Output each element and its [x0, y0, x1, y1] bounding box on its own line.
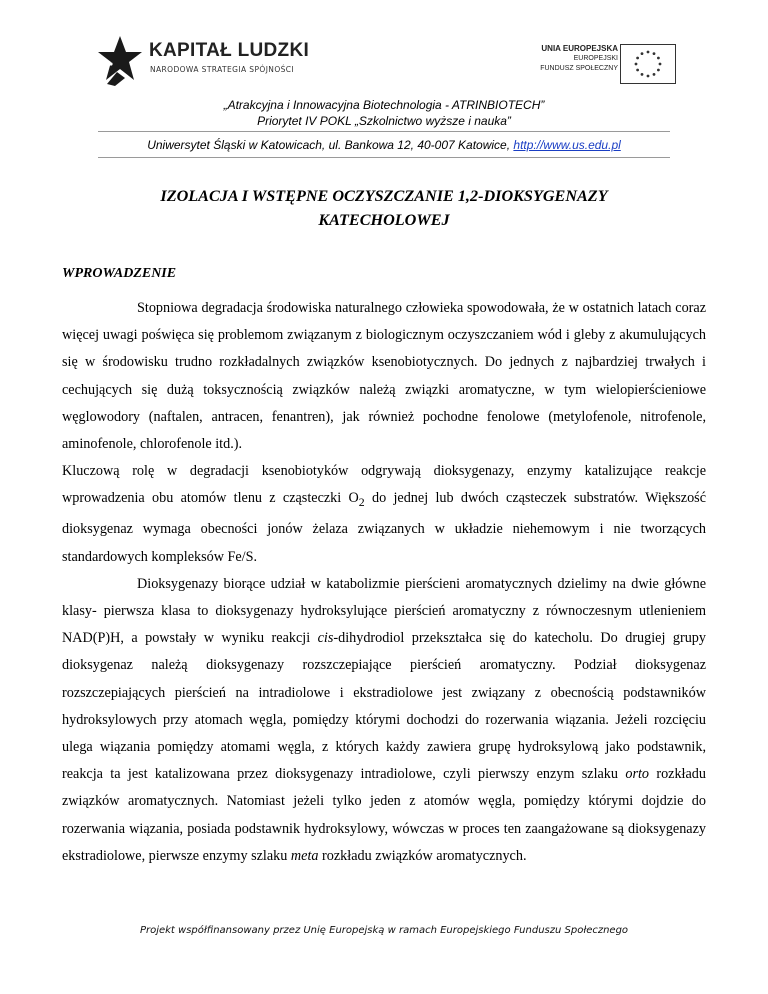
university-text: Uniwersytet Śląski w Katowicach, ul. Bankowa 12, 40-007 Katowice, [147, 138, 511, 152]
kapital-ludzki-logo [97, 34, 337, 86]
paragraph-2 [62, 458, 706, 571]
eu-flag-icon [620, 44, 676, 84]
header-logos [0, 0, 768, 96]
paragraph-3-text-b: -dihydrodiol przekształca się do katecholu. Do drugiej grupy dioksygenaz należą dioksygenazy rozszczepiające pierścień aromatyczny. Podział dioksygenaz rozszczepiających pierścień na intradiolowe i ekstradiolowe jest związany z obecnością podstawników hydroksylowych przy atomach węgla, pomiędzy którymi dochodzi do rozerwania wiązania. Jeżeli rozcięciu ulega wiązania pomiędzy atomami węgla, z których każdy zawiera grupę hydroksylową jako podstawnik, reakcja ta jest katalizowana przez dioksygenazy intradiolowe, czyli pierwszy enzym szlaku [62, 630, 706, 783]
oxygen-subscript: 2 [358, 495, 365, 510]
paragraph-3 [62, 571, 706, 870]
header-divider-top [98, 131, 670, 132]
paragraph-3-cis: cis [317, 630, 334, 647]
eu-logo-line3: FUNDUSZ SPOŁECZNY [540, 65, 618, 72]
eu-logo-line1: UNIA EUROPEJSKA [541, 44, 618, 53]
eu-logo [516, 44, 676, 86]
paragraph-3-text-c: rozkładu związków aromatycznych. Natomiast jeżeli tylko jeden z atomów węgla, pomiędzy którymi dojdzie do rozerwania wiązania, posiada podstawnik hydroksylowy, wówczas w proces ten zaangażowane są dioksygenazy ekstradiolowe, pierwsze enzymy szlaku [62, 766, 706, 864]
university-link[interactable]: http://www.us.edu.pl [513, 138, 621, 152]
paragraph-2-text-b: do jednej lub dwóch cząsteczek substratów. Większość dioksygenaz wymaga obecności jonów żelaza związanych w układzie niehemowym i nie tworzących standardowych kompleksów Fe/S. [62, 490, 706, 565]
kapital-ludzki-title: KAPITAŁ LUDZKI [149, 40, 310, 61]
document-body [62, 295, 706, 870]
paragraph-1: Stopniowa degradacja środowiska naturalnego człowieka spowodowała, że w ostatnich latach coraz więcej uwagi poświęca się problemom związanym z biologicznym oczyszczaniem wód i gleby z akumulujących się w środowisku trudno rozkładalnych związków ksenobiotycznych. Do jednych z najbardziej trwałych i cechujących się dużą toksycznością związków należą związki aromatyczne, w tym wielopierścieniowe węglowodory (naftalen, antracen, fenantren), jak również pochodne fenolowe (metylofenole, nitrofenole, aminofenole, chlorofenole itd.). [62, 300, 706, 453]
paragraph-3-text-d: rozkładu związków aromatycznych. [318, 847, 527, 864]
project-name: „Atrakcyjna i Innowacyjna Biotechnologia - ATRINBIOTECH” [223, 98, 545, 112]
star-logo-icon [97, 34, 143, 86]
header-divider-bottom [98, 157, 670, 158]
kapital-ludzki-subtitle: NARODOWA STRATEGIA SPÓJNOŚCI [150, 65, 295, 74]
eu-logo-text [540, 44, 618, 74]
document-title: IZOLACJA I WSTĘPNE OCZYSZCZANIE 1,2-DIOKSYGENAZY KATECHOLOWEJ [160, 187, 608, 229]
paragraph-3-text-a: Dioksygenazy biorące udział w katabolizmie pierścieni aromatycznych dzielimy na dwie główne klasy- pierwsza klasa to dioksygenazy hydroksylujące pierścień aromatyczny z równoczesnym utlenieniem NAD(P)H, a powstały w wyniku reakcji [62, 575, 706, 647]
paragraph-2-text-a: Kluczową rolę w degradacji ksenobiotyków odgrywają dioksygenazy, enzymy katalizujące reakcje wprowadzenia obu atomów tlenu z cząsteczki O [62, 463, 706, 507]
eu-logo-line2: EUROPEJSKI [573, 55, 618, 62]
footer-note: Projekt współfinansowany przez Unię Europejską w ramach Europejskiego Funduszu Społecznego [139, 925, 629, 936]
project-priority: Priorytet IV POKL „Szkolnictwo wyższe i nauka” [257, 114, 511, 128]
paragraph-3-meta: meta [290, 847, 319, 864]
section-heading: WPROWADZENIE [62, 266, 177, 281]
paragraph-3-orto: orto [625, 766, 649, 783]
university-address [98, 138, 670, 152]
